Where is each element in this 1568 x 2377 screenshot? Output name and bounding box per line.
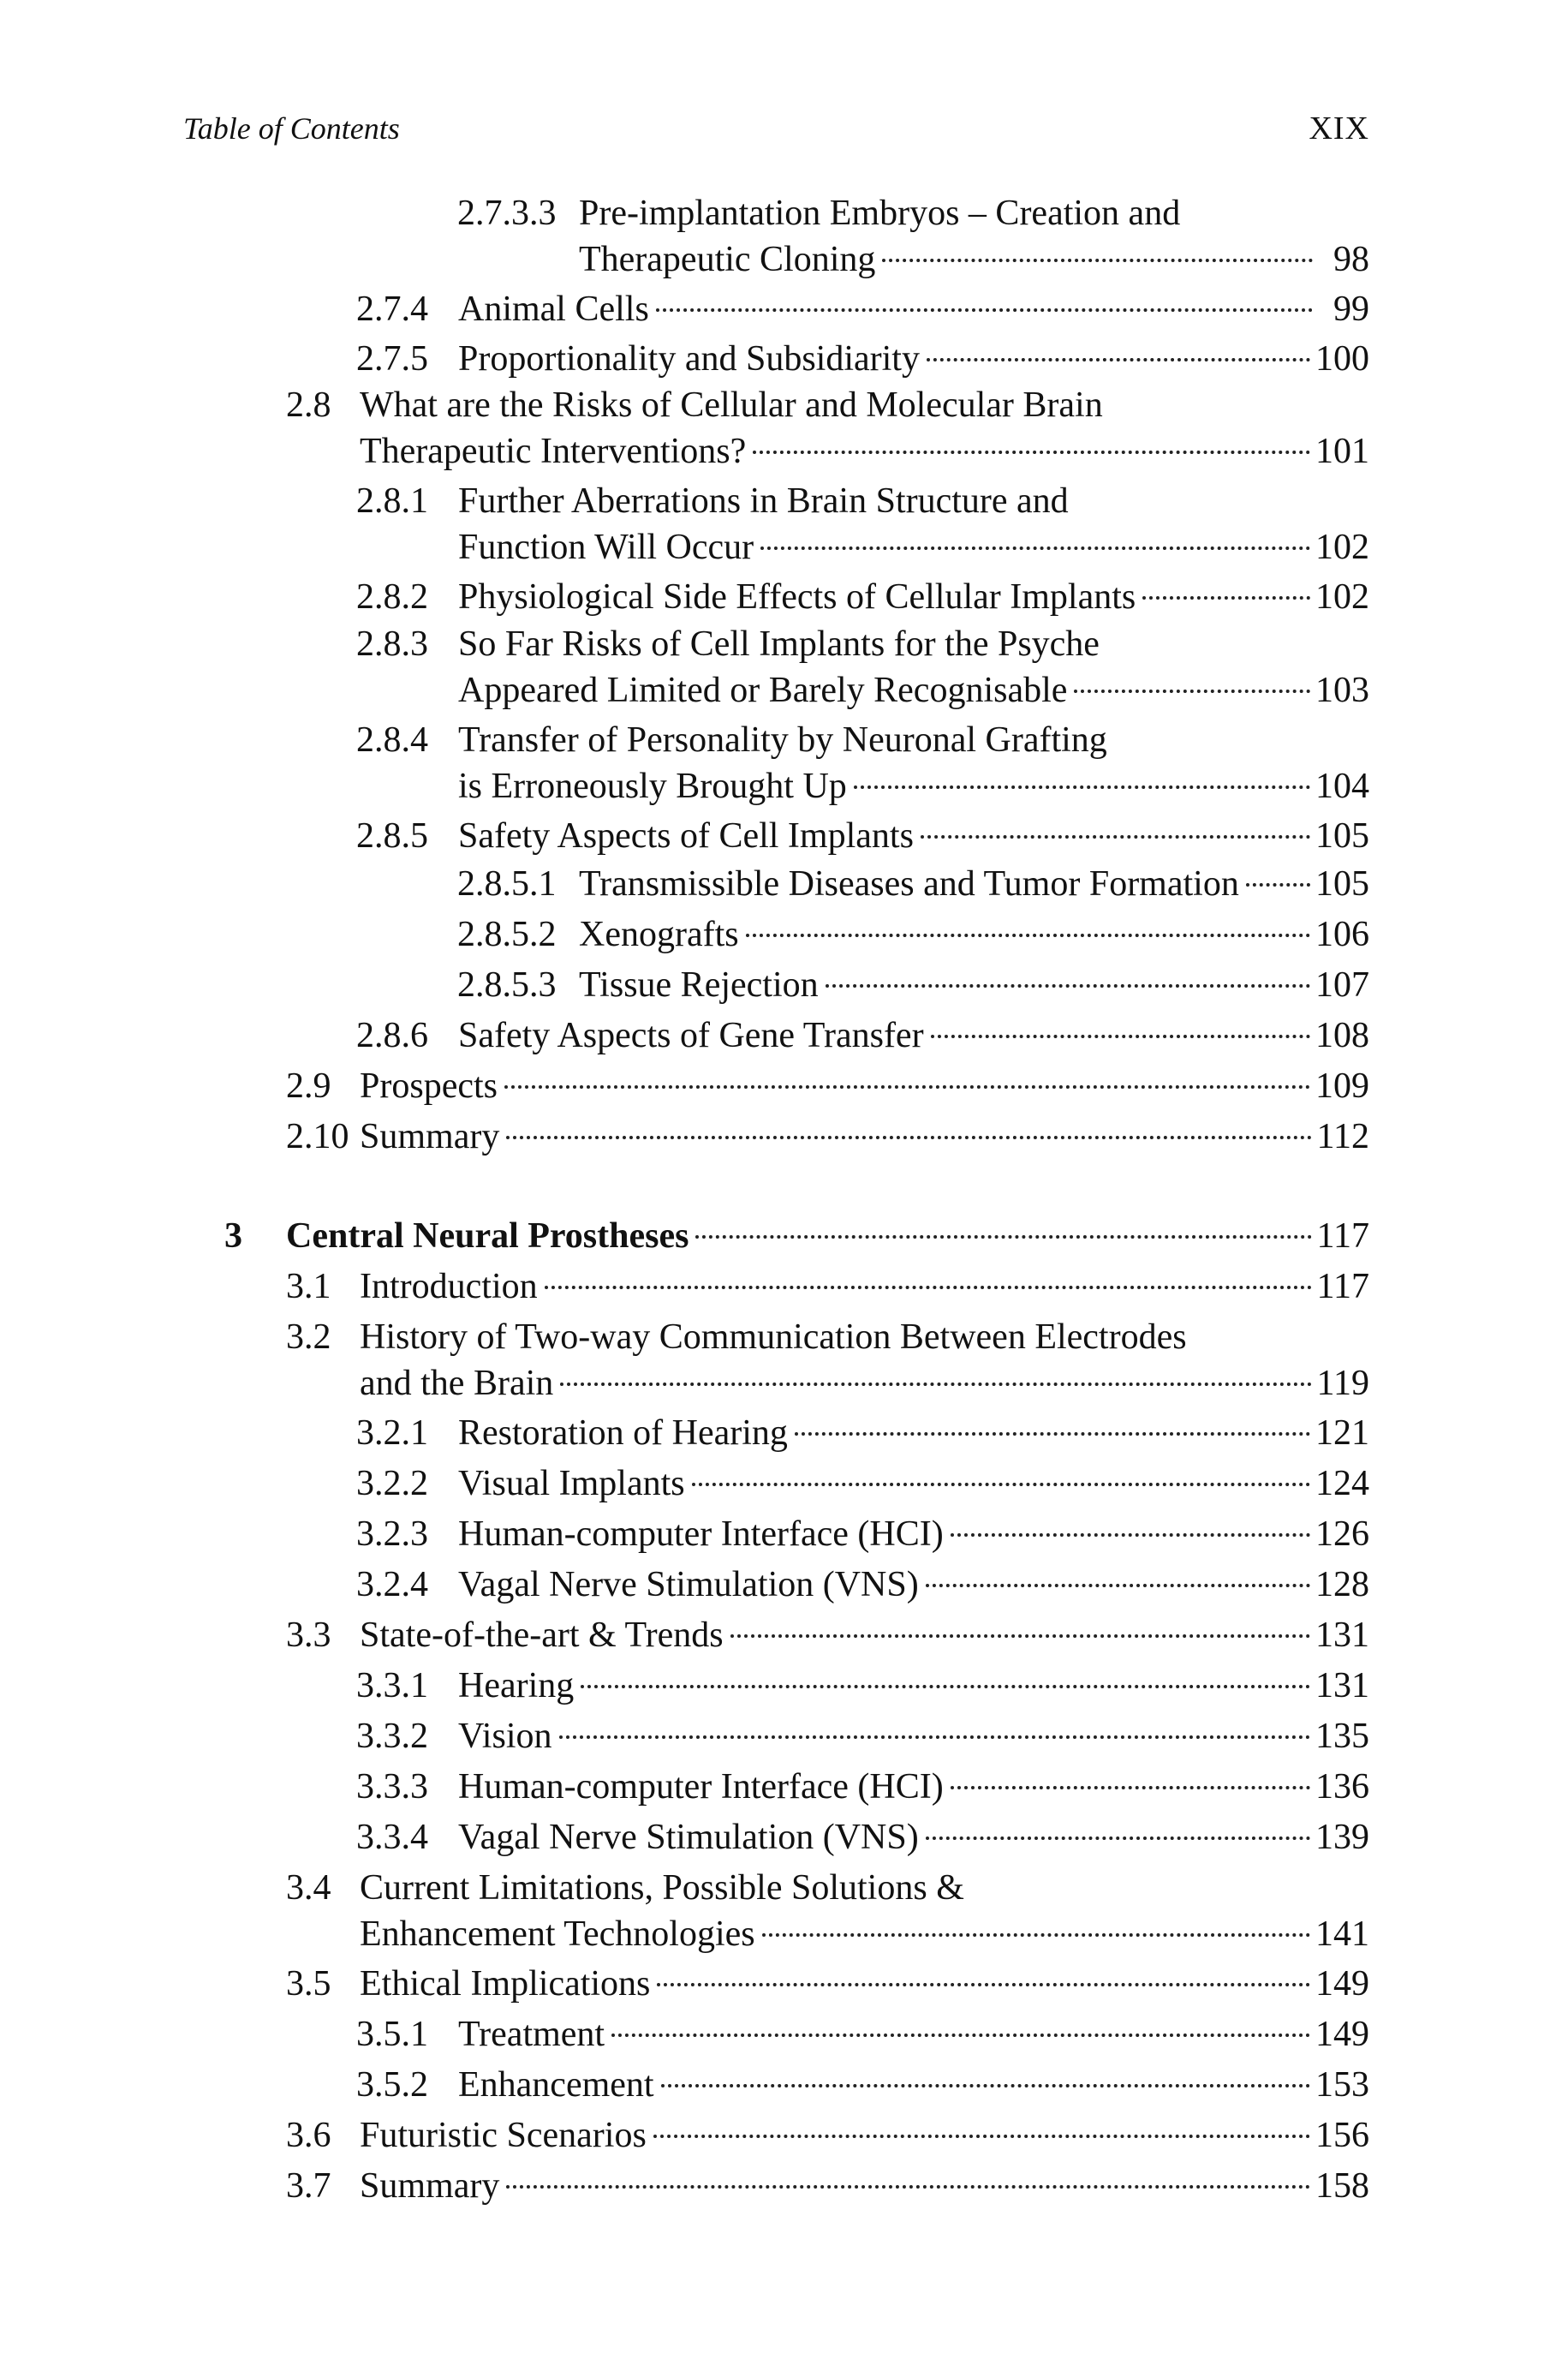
dot-leader [854, 785, 1310, 789]
toc-page-number: 131 [1315, 1666, 1369, 1705]
toc-page-number: 108 [1315, 1016, 1369, 1055]
toc-page-number: 124 [1315, 1464, 1369, 1503]
dot-leader [611, 2034, 1310, 2037]
toc-section-number: 3 [224, 1216, 242, 1256]
dot-leader [657, 1983, 1310, 1986]
dot-leader [730, 1634, 1310, 1638]
toc-title-line: Hearing [458, 1666, 575, 1705]
toc-title-line: is Erroneously Brought Up [458, 767, 847, 806]
toc-entry[interactable] [0, 1663, 1568, 1709]
dot-leader [762, 1933, 1310, 1937]
dot-leader [695, 1235, 1311, 1239]
toc-page-number: 112 [1316, 1117, 1369, 1156]
toc-entry[interactable] [0, 1012, 1568, 1059]
toc-page-number: 102 [1315, 528, 1369, 567]
toc-page-number: 109 [1315, 1066, 1369, 1106]
page-number-roman: XIX [1309, 110, 1369, 146]
toc-title-line: Transfer of Personality by Neuronal Grafting [458, 720, 1107, 760]
toc-entry[interactable] [0, 478, 1568, 570]
toc-entry[interactable] [0, 336, 1568, 382]
toc-entry[interactable] [0, 962, 1568, 1008]
toc-title-line: Appeared Limited or Barely Recognisable [458, 671, 1068, 710]
dot-leader [760, 546, 1310, 550]
toc-section-number: 2.8.5.2 [457, 915, 557, 954]
toc-section-number: 3.3.4 [356, 1818, 428, 1857]
toc-section-number: 2.7.3.3 [457, 194, 557, 233]
toc-title-line: Enhancement [458, 2065, 654, 2105]
toc-page-number: 106 [1315, 915, 1369, 954]
running-head-title: Table of Contents [183, 111, 400, 146]
toc-section-number: 3.2 [286, 1317, 331, 1357]
toc-page-number: 117 [1316, 1267, 1369, 1306]
toc-section-number: 2.8.4 [356, 720, 428, 760]
toc-title-line: Xenografts [579, 915, 739, 954]
dot-leader [653, 2135, 1310, 2138]
toc-entry[interactable] [0, 1263, 1568, 1310]
toc-entry[interactable] [0, 286, 1568, 332]
toc-title-line: Proportionality and Subsidiarity [458, 339, 920, 379]
toc-title-line: Vagal Nerve Stimulation (VNS) [458, 1818, 919, 1857]
toc-page-number: 136 [1315, 1767, 1369, 1807]
toc-page-number: 107 [1315, 965, 1369, 1005]
toc-section-number: 2.9 [286, 1066, 331, 1106]
toc-section-number: 3.4 [286, 1868, 331, 1908]
toc-page-number: 99 [1333, 290, 1369, 329]
dot-leader [927, 358, 1310, 361]
toc-page-number: 139 [1315, 1818, 1369, 1857]
dot-leader [951, 1786, 1310, 1789]
toc-title-line: Restoration of Hearing [458, 1413, 788, 1453]
dot-leader [692, 1483, 1310, 1486]
toc-entry[interactable] [0, 574, 1568, 620]
toc-page-number: 103 [1315, 671, 1369, 710]
toc-section-number: 3.3.1 [356, 1666, 428, 1705]
toc-section-number: 2.7.4 [356, 290, 428, 329]
toc-page-number: 156 [1315, 2116, 1369, 2155]
running-head [183, 110, 1369, 161]
toc-entry[interactable] [0, 1460, 1568, 1507]
dot-leader [656, 308, 1313, 312]
toc-section-number: 3.2.4 [356, 1565, 428, 1604]
dot-leader [581, 1685, 1310, 1688]
dot-leader [921, 835, 1310, 839]
toc-section-number: 3.5 [286, 1964, 331, 2004]
toc-section-number: 3.2.3 [356, 1514, 428, 1554]
toc-page-number: 121 [1315, 1413, 1369, 1453]
toc-section-number: 2.8.1 [356, 481, 428, 521]
dot-leader [882, 259, 1313, 262]
toc-page-number: 98 [1333, 240, 1369, 279]
dot-leader [661, 2084, 1310, 2087]
dot-leader [506, 1136, 1311, 1139]
toc-title-line: Safety Aspects of Gene Transfer [458, 1016, 924, 1055]
toc-title-line: Physiological Side Effects of Cellular Implants [458, 577, 1136, 617]
toc-entry[interactable] [0, 1314, 1568, 1406]
toc-chapter-entry[interactable] [0, 1213, 1568, 1259]
toc-entry[interactable] [0, 621, 1568, 714]
toc-page-number: 135 [1315, 1717, 1369, 1756]
toc-entry[interactable] [0, 1114, 1568, 1160]
toc-entry[interactable] [0, 2011, 1568, 2057]
toc-entry[interactable] [0, 911, 1568, 958]
toc-page-number: 131 [1315, 1616, 1369, 1655]
toc-section-number: 3.3 [286, 1616, 331, 1655]
toc-page-number: 158 [1315, 2166, 1369, 2206]
toc-title-line: Therapeutic Cloning [579, 240, 876, 279]
toc-entry[interactable] [0, 1410, 1568, 1456]
toc-section-number: 2.8.2 [356, 577, 428, 617]
toc-title-line: Summary [360, 1117, 500, 1156]
toc-page-number: 119 [1316, 1364, 1369, 1403]
toc-title-line: Transmissible Diseases and Tumor Formation [579, 864, 1239, 904]
toc-page-number: 105 [1315, 816, 1369, 856]
toc-section-number: 2.8.5.3 [457, 965, 557, 1005]
toc-entry[interactable] [0, 717, 1568, 809]
toc-page-number: 105 [1315, 864, 1369, 904]
toc-page-number: 153 [1315, 2065, 1369, 2105]
toc-entry[interactable] [0, 813, 1568, 859]
toc-title-line: What are the Risks of Cellular and Molecular Brain [360, 385, 1103, 425]
dot-leader [951, 1533, 1310, 1537]
toc-title-line: Human-computer Interface (HCI) [458, 1767, 944, 1807]
toc-title-line: Animal Cells [458, 290, 649, 329]
toc-title-line: So Far Risks of Cell Implants for the Psyche [458, 624, 1100, 664]
dot-leader [545, 1286, 1312, 1289]
toc-section-number: 3.3.3 [356, 1767, 428, 1807]
toc-section-number: 3.2.1 [356, 1413, 428, 1453]
dot-leader [560, 1383, 1311, 1386]
dot-leader [504, 1085, 1310, 1089]
toc-page-number: 101 [1315, 432, 1369, 471]
toc-section-number: 3.5.2 [356, 2065, 428, 2105]
toc-entry[interactable] [0, 1511, 1568, 1557]
dot-leader [559, 1735, 1311, 1739]
toc-section-number: 2.8.5.1 [457, 864, 557, 904]
toc-section-number: 3.7 [286, 2166, 331, 2206]
toc-title-line: Introduction [360, 1267, 538, 1306]
toc-page-number: 104 [1315, 767, 1369, 806]
toc-section-number: 3.1 [286, 1267, 331, 1306]
dot-leader [753, 451, 1310, 454]
toc-page-number: 102 [1315, 577, 1369, 617]
toc-section-number: 3.2.2 [356, 1464, 428, 1503]
toc-section-number: 2.8.3 [356, 624, 428, 664]
toc-title-line: Therapeutic Interventions? [360, 432, 747, 471]
toc-entry[interactable] [0, 1612, 1568, 1658]
toc-entry[interactable] [0, 861, 1568, 907]
toc-title-line: Vagal Nerve Stimulation (VNS) [458, 1565, 919, 1604]
dot-leader [746, 934, 1310, 937]
toc-title-line: Visual Implants [458, 1464, 685, 1503]
toc-entry[interactable] [0, 1713, 1568, 1759]
toc-title-line: Current Limitations, Possible Solutions & [360, 1868, 964, 1908]
toc-section-number: 2.10 [286, 1117, 349, 1156]
toc-section-number: 2.8.6 [356, 1016, 428, 1055]
dot-leader [1246, 883, 1310, 887]
toc-section-number: 2.7.5 [356, 339, 428, 379]
toc-entry[interactable] [0, 1063, 1568, 1109]
dot-leader [926, 1837, 1310, 1840]
toc-entry[interactable] [0, 190, 1568, 283]
toc-title-line: Tissue Rejection [579, 965, 819, 1005]
dot-leader [826, 984, 1310, 988]
toc-title-line: Summary [360, 2166, 500, 2206]
toc-section-number: 2.8 [286, 385, 331, 425]
toc-entry[interactable] [0, 1961, 1568, 2007]
toc-title-line: State-of-the-art & Trends [360, 1616, 724, 1655]
toc-title-line: Vision [458, 1717, 552, 1756]
toc-title-line: Prospects [360, 1066, 498, 1106]
toc-page-number: 126 [1315, 1514, 1369, 1554]
toc-entry[interactable] [0, 1814, 1568, 1860]
dot-leader [795, 1432, 1310, 1436]
dot-leader [506, 2185, 1310, 2189]
toc-entry[interactable] [0, 2163, 1568, 2209]
toc-section-number: 2.8.5 [356, 816, 428, 856]
toc-title-line: Pre-implantation Embryos – Creation and [579, 194, 1181, 233]
toc-entry[interactable] [0, 1865, 1568, 1957]
toc-section-number: 3.3.2 [356, 1717, 428, 1756]
toc-title-line: Treatment [458, 2015, 605, 2054]
toc-entry[interactable] [0, 2062, 1568, 2108]
toc-section-number: 3.5.1 [356, 2015, 428, 2054]
toc-entry[interactable] [0, 382, 1568, 475]
dot-leader [1074, 690, 1310, 693]
dot-leader [931, 1035, 1310, 1038]
toc-title-line: Futuristic Scenarios [360, 2116, 647, 2155]
toc-entry[interactable] [0, 2112, 1568, 2159]
toc-page-number: 149 [1315, 2015, 1369, 2054]
toc-title-line: History of Two-way Communication Between Electrodes [360, 1317, 1187, 1357]
toc-page-number: 149 [1315, 1964, 1369, 2004]
toc-title-line: Further Aberrations in Brain Structure and [458, 481, 1069, 521]
toc-title-line: Human-computer Interface (HCI) [458, 1514, 944, 1554]
toc-entry[interactable] [0, 1764, 1568, 1810]
toc-title-line: Enhancement Technologies [360, 1914, 755, 1954]
toc-page-number: 117 [1316, 1216, 1369, 1256]
dot-leader [1142, 596, 1310, 600]
toc-title-line: Central Neural Prostheses [286, 1216, 689, 1256]
toc-section-number: 3.6 [286, 2116, 331, 2155]
toc-title-line: and the Brain [360, 1364, 554, 1403]
toc-title-line: Function Will Occur [458, 528, 754, 567]
toc-page-number: 141 [1315, 1914, 1369, 1954]
toc-page-number: 100 [1315, 339, 1369, 379]
toc-title-line: Ethical Implications [360, 1964, 651, 2004]
toc-title-line: Safety Aspects of Cell Implants [458, 816, 914, 856]
toc-entry[interactable] [0, 1562, 1568, 1608]
dot-leader [926, 1584, 1310, 1587]
toc-page-number: 128 [1315, 1565, 1369, 1604]
